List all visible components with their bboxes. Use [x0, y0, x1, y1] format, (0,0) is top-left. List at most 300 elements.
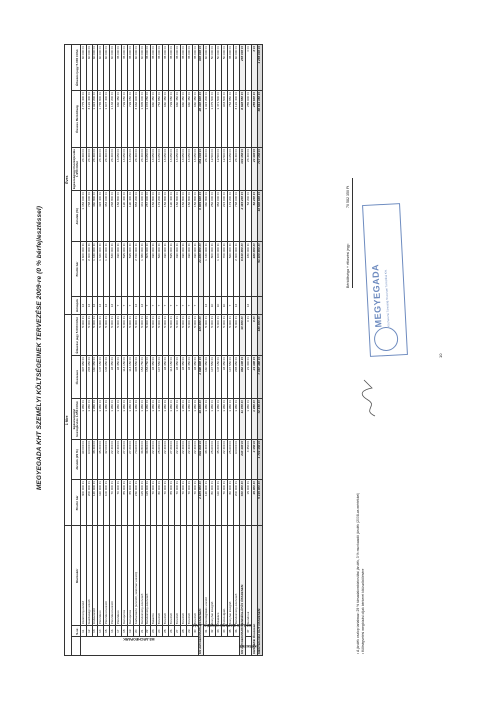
cell-y5: 60 000 Ft: [133, 45, 139, 91]
cell-name: Rendezvény-szervező: [233, 526, 239, 626]
cell-salary: 70 000 Ft: [192, 480, 198, 526]
cell-sn: 11: [80, 626, 86, 637]
signature-total: 70 582 350 Ft: [346, 185, 350, 208]
cell-c4: 5 000 Ft: [139, 315, 145, 356]
cell-y3: 13 650 Ft: [122, 147, 128, 190]
cell-m: 12: [204, 296, 210, 315]
cell-sn: 37: [245, 626, 251, 637]
cell-c3: 153 750 Ft: [145, 356, 151, 399]
cell-salary: 110 000 Ft: [98, 480, 104, 526]
cell-y2: 156 800 Ft: [186, 191, 192, 242]
cell-y3: 13 650 Ft: [186, 147, 192, 190]
cell-c4: 5 000 Ft: [151, 315, 157, 356]
cell-y5: 60 000 Ft: [139, 45, 145, 91]
grand-total-y3: 717 150 Ft: [257, 147, 263, 190]
summary-y1: 180 000 Ft: [251, 242, 257, 296]
cell-c4: 5 000 Ft: [98, 315, 104, 356]
page-number: 10: [438, 353, 443, 358]
cell-y3: 13 650 Ft: [163, 147, 169, 190]
cell-y3: 23 400 Ft: [104, 147, 110, 190]
cell-y2: 156 800 Ft: [151, 191, 157, 242]
cell-y1: 3 600 000 Ft: [80, 242, 86, 296]
cell-c2: 1 950 Ft: [163, 399, 169, 440]
table-body: [80, 45, 263, 656]
cell-y5: 35 000 Ft: [157, 45, 163, 91]
cell-salary: 120 000 Ft: [92, 480, 98, 526]
cell-salary: 70 000 Ft: [110, 480, 116, 526]
cell-m: 7: [163, 296, 169, 315]
cell-y2: 268 800 Ft: [110, 191, 116, 242]
cell-c4: 5 000 Ft: [92, 315, 98, 356]
cell-sn: 31: [204, 626, 210, 637]
cell-c1: 22 400 Ft: [110, 439, 116, 480]
cell-name: Teremőr: [169, 526, 175, 626]
header-meal-voucher: Étkezési jegy 5.000 Ft/hó: [71, 315, 80, 356]
cell-salary: 230 000 Ft: [133, 480, 139, 526]
header-monthly-total: Összesen: [71, 356, 80, 399]
cell-c2: 1 950 Ft: [245, 399, 251, 440]
cell-y1: 2 400 000 Ft: [233, 242, 239, 296]
cell-name: Intézményvezető: [80, 526, 86, 626]
cell-y3: 23 400 Ft: [92, 147, 98, 190]
header-group-month: 1 főre: [65, 315, 72, 526]
summary-label: M3 ARCHEOPARK ÖSSZESEN:: [198, 526, 204, 656]
summary-y3: 351 000 Ft: [198, 147, 204, 190]
cell-y5: 35 000 Ft: [116, 45, 122, 91]
cell-y5: 60 000 Ft: [104, 45, 110, 91]
cell-name: Pénztáros: [98, 526, 104, 626]
cell-y2: 156 800 Ft: [175, 191, 181, 242]
cell-sn: 25: [163, 626, 169, 637]
cell-name: Karbantartó (szerelő, szakmai vezető): [133, 526, 139, 626]
cell-name: Teremőr: [186, 526, 192, 626]
cell-salary: 80 000 Ft: [157, 480, 163, 526]
cell-y5: 35 000 Ft: [192, 45, 198, 91]
cell-y4: 1 075 500 Ft: [210, 91, 216, 148]
grand-total-y1: 51 400 000 Ft: [257, 242, 263, 296]
cell-y1: 490 000 Ft: [116, 242, 122, 296]
cell-c2: 1 950 Ft: [186, 399, 192, 440]
cell-c4: 5 000 Ft: [192, 315, 198, 356]
cell-y4: 799 050 Ft: [127, 91, 133, 148]
cell-name: Gondnok: [245, 526, 251, 626]
cell-y3: 13 650 Ft: [169, 147, 175, 190]
cell-m: 12: [98, 296, 104, 315]
cell-name: Vendéglátás-vezető: [204, 526, 210, 626]
header-health: Egészségügyi hozzájárulás 1.950 Ft/hó: [71, 399, 80, 440]
group-label: M3 ARCHEOPARK VENDÉGLÁTÁS: [191, 623, 252, 628]
cell-salary: 70 000 Ft: [116, 480, 122, 526]
cell-salary: 70 000 Ft: [180, 480, 186, 526]
cell-salary: 80 000 Ft: [210, 480, 216, 526]
cell-c2: 1 950 Ft: [204, 399, 210, 440]
cell-y5: 35 000 Ft: [127, 45, 133, 91]
cell-c1: 27 200 Ft: [122, 439, 128, 480]
cell-c2: 1 950 Ft: [127, 399, 133, 440]
cell-c1: 22 400 Ft: [192, 439, 198, 480]
cell-name: Teremőr: [163, 526, 169, 626]
cell-sn: 14: [98, 626, 104, 637]
cell-y4: 752 850 Ft: [228, 91, 234, 148]
cell-c4: 5 000 Ft: [169, 315, 175, 356]
cell-salary: 70 000 Ft: [151, 480, 157, 526]
cell-y3: 23 400 Ft: [233, 147, 239, 190]
summary-salary: 720 000 Ft: [239, 480, 245, 526]
cell-m: 7: [169, 296, 175, 315]
cell-salary: 200 000 Ft: [233, 480, 239, 526]
cell-c2: 1 950 Ft: [228, 399, 234, 440]
cell-c4: 5 000 Ft: [175, 315, 181, 356]
cell-y3: 13 650 Ft: [192, 147, 198, 190]
cell-c3: 265 950 Ft: [86, 356, 92, 399]
cell-salary: 200 000 Ft: [86, 480, 92, 526]
cell-c2: 1 950 Ft: [133, 399, 139, 440]
cell-m: 12: [233, 296, 239, 315]
cell-salary: 70 000 Ft: [163, 480, 169, 526]
cell-name: Konyhai kisegítő: [210, 526, 216, 626]
summary-y4: 8 828 550 Ft: [239, 91, 245, 148]
cell-m: 12: [139, 296, 145, 315]
cell-name: Teremőr: [157, 526, 163, 626]
header-name: Munkakör: [71, 526, 80, 626]
cell-y2: 422 400 Ft: [98, 191, 104, 242]
cell-c3: 160 350 Ft: [204, 356, 210, 399]
cell-sn: 19: [127, 626, 133, 637]
grand-total-c3: 7 087 480 Ft: [257, 356, 263, 399]
cell-y2: 190 400 Ft: [122, 191, 128, 242]
cell-y5: 35 000 Ft: [175, 45, 181, 91]
cell-y4: 660 450 Ft: [163, 91, 169, 148]
cell-c3: 160 350 Ft: [92, 356, 98, 399]
header-contribution: Járulék (29 %): [71, 439, 80, 480]
cell-c1: 22 400 Ft: [116, 439, 122, 480]
table-header-group-row: [65, 45, 72, 656]
cell-c2: 1 950 Ft: [122, 399, 128, 440]
cell-y1: 595 000 Ft: [169, 242, 175, 296]
grand-total-y5: 1 265 000 Ft: [257, 45, 263, 91]
cell-y1: 2 400 000 Ft: [86, 242, 92, 296]
summary-y2: 52 200 Ft: [251, 191, 257, 242]
cell-name: Teremőr: [175, 526, 181, 626]
cell-y5: 50 000 Ft: [216, 45, 222, 91]
cell-y3: 19 500 Ft: [216, 147, 222, 190]
cell-c4: 5 000 Ft: [110, 315, 116, 356]
summary-c2: 1 950 Ft: [251, 399, 257, 440]
cell-y5: 60 000 Ft: [204, 45, 210, 91]
cell-c4: 5 000 Ft: [80, 315, 86, 356]
cell-c3: 94 350 Ft: [151, 356, 157, 399]
cell-y3: 13 650 Ft: [157, 147, 163, 190]
cell-c1: 25 600 Ft: [157, 439, 163, 480]
cell-y2: 256 000 Ft: [210, 191, 216, 242]
cell-m: 7: [122, 296, 128, 315]
cell-y2: 1 152 000 Ft: [80, 191, 86, 242]
cell-c1: 64 000 Ft: [86, 439, 92, 480]
cell-c2: 1 950 Ft: [139, 399, 145, 440]
stamp-title: MEGYEGADA: [370, 263, 384, 328]
cell-y5: 60 000 Ft: [80, 45, 86, 91]
cell-m: 7: [180, 296, 186, 315]
signature-line: [352, 178, 353, 288]
cell-c1: 22 400 Ft: [175, 439, 181, 480]
cell-salary: 85 000 Ft: [122, 480, 128, 526]
cell-sn: 24: [157, 626, 163, 637]
cell-c3: 94 350 Ft: [186, 356, 192, 399]
cell-c4: 5 000 Ft: [86, 315, 92, 356]
cell-y5: 35 000 Ft: [122, 45, 128, 91]
cell-y5: 35 000 Ft: [228, 45, 234, 91]
cell-salary: 70 000 Ft: [222, 480, 228, 526]
cell-y1: 490 000 Ft: [192, 242, 198, 296]
stamp-subtitle: Közhasznú Társaság Tisza-tavi Turisztikai Kht.: [383, 269, 391, 327]
cell-y4: 660 450 Ft: [186, 91, 192, 148]
cell-m: 7: [186, 296, 192, 315]
grand-total-c1: 1 709 350 Ft: [257, 439, 263, 480]
header-group-year: Éves: [65, 45, 72, 315]
cell-c1: 25 600 Ft: [210, 439, 216, 480]
cell-y3: 13 650 Ft: [151, 147, 157, 190]
grand-total-label: MEGYEGADA KHT ÖSSZESEN:: [257, 526, 263, 656]
cell-y4: 660 450 Ft: [180, 91, 186, 148]
cell-y3: 23 400 Ft: [110, 147, 116, 190]
cell-y1: 560 000 Ft: [157, 242, 163, 296]
summary-c3: 962 100 Ft: [239, 356, 245, 399]
cell-c1: 35 200 Ft: [216, 439, 222, 480]
cell-salary: 70 000 Ft: [175, 480, 181, 526]
grand-total-c2: 72 150 Ft: [257, 399, 263, 440]
cell-c1: 32 000 Ft: [104, 439, 110, 480]
summary-c1: 692 800 Ft: [198, 439, 204, 480]
cell-y5: 60 000 Ft: [110, 45, 116, 91]
cell-y2: 52 200 Ft: [245, 191, 251, 242]
table-grand-total-row: [257, 45, 263, 656]
cell-c2: 1 950 Ft: [151, 399, 157, 440]
cell-y4: 660 450 Ft: [116, 91, 122, 148]
cell-sn: 20: [133, 626, 139, 637]
cell-y1: 700 000 Ft: [222, 242, 228, 296]
cell-name: Recepciós: [122, 526, 128, 626]
cell-c2: 1 950 Ft: [116, 399, 122, 440]
cell-c1: 22 400 Ft: [186, 439, 192, 480]
cell-y4: 1 471 500 Ft: [216, 91, 222, 148]
cell-c4: 5 000 Ft: [204, 315, 210, 356]
page-title: MEGYEGADA KHT SZEMÉLYI KÖLTSÉGEINEK TERVEZÉSE 2009-re (0 % bérfejlesztéssel): [36, 205, 43, 491]
cell-c4: 0 Ft: [245, 315, 251, 356]
cell-c4: 5 000 Ft: [157, 315, 163, 356]
cell-y5: 60 000 Ft: [98, 45, 104, 91]
cell-name: Pénztárosvezető: [104, 526, 110, 626]
grand-total-c4: 180 000 Ft: [257, 315, 263, 356]
cell-m: 7: [175, 296, 181, 315]
summary-y1: 21 280 000 Ft: [198, 242, 204, 296]
cell-y2: 179 200 Ft: [228, 191, 234, 242]
cell-y1: 1 380 000 Ft: [139, 242, 145, 296]
cell-c1: 4 350 Ft: [245, 439, 251, 480]
cell-y5: 35 000 Ft: [186, 45, 192, 91]
cell-sn: 29: [186, 626, 192, 637]
summary-label: M3 ARCHEOPARK VENDÉGLÁTÁS ÖSSZESEN:: [239, 526, 245, 656]
cell-c4: 5 000 Ft: [180, 315, 186, 356]
summary-label: KESKEKE Összesen: [251, 526, 257, 656]
cell-c1: 36 800 Ft: [139, 439, 145, 480]
cell-y2: 156 800 Ft: [163, 191, 169, 242]
cell-c3: 107 550 Ft: [210, 356, 216, 399]
stamp-logo-icon: [373, 326, 398, 351]
cell-m: 10: [222, 296, 228, 315]
cell-c2: 1 950 Ft: [233, 399, 239, 440]
cell-c1: 22 400 Ft: [180, 439, 186, 480]
cell-y5: 50 000 Ft: [222, 45, 228, 91]
cell-salary: 80 000 Ft: [228, 480, 234, 526]
cell-c2: 1 950 Ft: [180, 399, 186, 440]
cell-sn: 33: [216, 626, 222, 637]
cell-y2: 190 400 Ft: [127, 191, 133, 242]
cell-y5: 35 000 Ft: [180, 45, 186, 91]
cell-c4: 5 000 Ft: [133, 315, 139, 356]
cell-sn: 18: [122, 626, 128, 637]
cell-y1: 595 000 Ft: [122, 242, 128, 296]
cell-c2: 1 950 Ft: [98, 399, 104, 440]
cell-salary: 100 000 Ft: [104, 480, 110, 526]
cell-y1: 1 320 000 Ft: [98, 242, 104, 296]
cell-y3: 23 400 Ft: [133, 147, 139, 190]
header-year-meal: Étkezési jegy 5.000 Ft/hó: [71, 45, 80, 91]
cell-sn: 26: [169, 626, 175, 637]
cell-sn: 23: [151, 626, 157, 637]
cell-y2: 156 800 Ft: [180, 191, 186, 242]
cell-name: Rendezvény-szervező: [145, 526, 151, 626]
cell-c1: 27 200 Ft: [169, 439, 175, 480]
cell-name: Pénztáros: [116, 526, 122, 626]
cell-c2: 1 950 Ft: [104, 399, 110, 440]
cell-name: Pénztárosvezető: [110, 526, 116, 626]
cell-y1: 800 000 Ft: [210, 242, 216, 296]
cell-y2: 441 600 Ft: [139, 191, 145, 242]
cell-c4: 5 000 Ft: [210, 315, 216, 356]
cell-m: 7: [151, 296, 157, 315]
cell-name: Irodavezető: [92, 526, 98, 626]
cell-m: 12: [86, 296, 92, 315]
cell-salary: 110 000 Ft: [216, 480, 222, 526]
cell-sn: 28: [180, 626, 186, 637]
summary-c3: 21 300 Ft: [251, 356, 257, 399]
summary-c4: 100 000 Ft: [198, 315, 204, 356]
cell-name: Szakács: [216, 526, 222, 626]
cell-y3: 19 500 Ft: [210, 147, 216, 190]
cell-m: 7: [116, 296, 122, 315]
cell-y2: 156 800 Ft: [192, 191, 198, 242]
header-salary: Bruttó bér: [71, 480, 80, 526]
cell-y2: 768 000 Ft: [86, 191, 92, 242]
cell-y1: 490 000 Ft: [163, 242, 169, 296]
cell-y2: 156 800 Ft: [116, 191, 122, 242]
cell-c3: 94 350 Ft: [192, 356, 198, 399]
cell-y3: 23 400 Ft: [98, 147, 104, 190]
summary-salary: 2 165 000 Ft: [198, 480, 204, 526]
cell-m: 10: [210, 296, 216, 315]
cell-c3: 114 150 Ft: [169, 356, 175, 399]
cell-y3: 23 400 Ft: [204, 147, 210, 190]
cell-sn: 36: [233, 626, 239, 637]
cell-y1: 560 000 Ft: [228, 242, 234, 296]
cell-y4: 943 500 Ft: [222, 91, 228, 148]
cell-y1: 180 000 Ft: [245, 242, 251, 296]
cell-salary: 85 000 Ft: [169, 480, 175, 526]
cell-y5: 35 000 Ft: [169, 45, 175, 91]
cell-name: Felszolgáló: [222, 526, 228, 626]
cell-c1: 22 400 Ft: [222, 439, 228, 480]
summary-y2: 2 115 200 Ft: [239, 191, 245, 242]
grand-total-m: [257, 296, 263, 315]
cell-m: 12: [245, 296, 251, 315]
cell-sn: 22: [145, 626, 151, 637]
cell-c2: 1 950 Ft: [145, 399, 151, 440]
cell-y3: 13 650 Ft: [116, 147, 122, 190]
cell-c2: 1 950 Ft: [210, 399, 216, 440]
cell-m: 10: [216, 296, 222, 315]
cell-c3: 305 550 Ft: [133, 356, 139, 399]
footnotes: [356, 493, 366, 654]
cell-m: 7: [145, 296, 151, 315]
cell-name: Rendezvény-szervező: [139, 526, 145, 626]
cell-c4: 5 000 Ft: [104, 315, 110, 356]
summary-c4: 0 Ft: [251, 315, 257, 356]
cell-c3: 94 350 Ft: [222, 356, 228, 399]
cell-c2: 1 950 Ft: [80, 399, 86, 440]
rotated-landscape-page: [28, 28, 468, 668]
cell-c2: 1 950 Ft: [216, 399, 222, 440]
cell-c1: 36 800 Ft: [145, 439, 151, 480]
cell-y4: 3 666 600 Ft: [133, 91, 139, 148]
cell-y2: 190 400 Ft: [169, 191, 175, 242]
cell-y3: 13 650 Ft: [127, 147, 133, 190]
header-year-gross: Bruttó bér: [71, 242, 80, 296]
cell-y3: 13 650 Ft: [180, 147, 186, 190]
cell-c2: 1 950 Ft: [175, 399, 181, 440]
cell-y1: 490 000 Ft: [175, 242, 181, 296]
footnote-1: • A járulék oszlop tartalmaz: 29 % társadalombiztosítási járulék, 3 % munkaadói járulék (2008-as mértékkel): [356, 492, 360, 654]
cell-y4: 3 191 400 Ft: [233, 91, 239, 148]
cell-c4: 5 000 Ft: [222, 315, 228, 356]
grand-total-y2: 16 506 600 Ft: [257, 191, 263, 242]
cell-c2: 1 950 Ft: [222, 399, 228, 440]
cell-y1: 490 000 Ft: [180, 242, 186, 296]
summary-y5: 900 000 Ft: [198, 45, 204, 91]
cell-y1: 595 000 Ft: [127, 242, 133, 296]
cell-c4: 5 000 Ft: [116, 315, 122, 356]
cell-m: 7: [157, 296, 163, 315]
table-header-row: [71, 45, 80, 656]
cell-m: 12: [92, 296, 98, 315]
cell-y1: 1 200 000 Ft: [104, 242, 110, 296]
cell-salary: 115 000 Ft: [145, 480, 151, 526]
cell-y3: 23 400 Ft: [139, 147, 145, 190]
cell-y4: 255 600 Ft: [245, 91, 251, 148]
summary-c2: 11 700 Ft: [239, 399, 245, 440]
cell-y4: 4 775 400 Ft: [80, 91, 86, 148]
cell-sn: 12: [86, 626, 92, 637]
cell-c1: 22 400 Ft: [163, 439, 169, 480]
cell-y1: 490 000 Ft: [151, 242, 157, 296]
summary-c4: 30 000 Ft: [239, 315, 245, 356]
summary-y5: 265 000 Ft: [239, 45, 245, 91]
cell-name: Takarító: [151, 526, 157, 626]
cell-c2: 1 950 Ft: [157, 399, 163, 440]
cell-y3: 19 500 Ft: [222, 147, 228, 190]
cell-y1: 840 000 Ft: [110, 242, 116, 296]
company-stamp: [362, 203, 408, 357]
cell-y4: 1 607 400 Ft: [104, 91, 110, 148]
